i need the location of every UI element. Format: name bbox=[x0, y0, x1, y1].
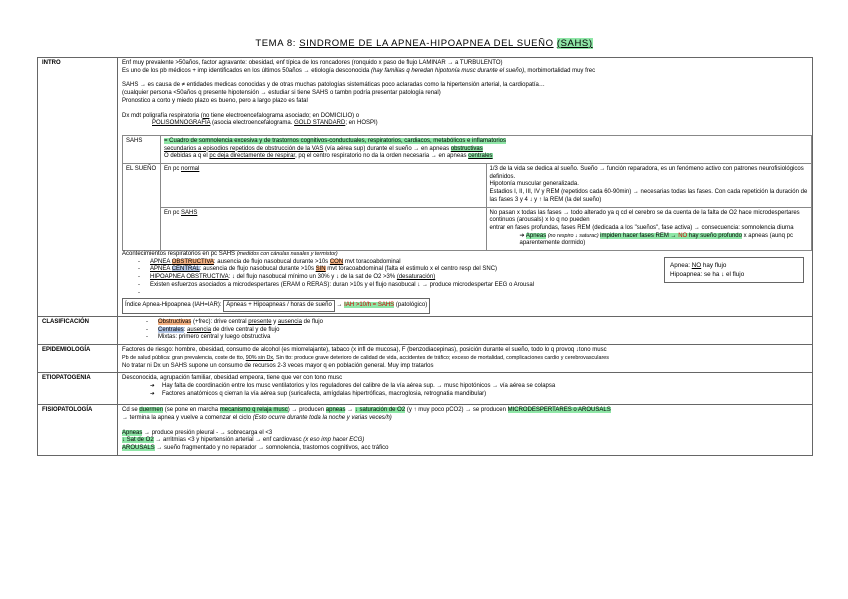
sahs-definition: = Cuadro de somnolencia excesiva y de trastornos cognitivos-conductuales, respiratorios, cardiacos, metabólicos e inflamatorios secundarios a episodios repetidos de obstrucción de la VAS (vía aérea sup) durante el sueño → en apneas obstructivas O debidas a q el pc deja directamente de respirar, pq el centro respiratorio no da la orden necesaria → en apneas centrales bbox=[161, 135, 812, 163]
row-etiopatogenia bbox=[38, 373, 813, 405]
clasificacion-content bbox=[118, 316, 813, 344]
title-prefix: TEMA 8: bbox=[255, 38, 300, 49]
list-item: - Obstructivas (+frec): drive central presente y ausencia de flujo bbox=[158, 319, 808, 327]
row-fisiopatologia bbox=[38, 405, 813, 456]
list-item: ➔ Factores anatómicos q cierran la vía aérea sup (suricafecta, amígdalas hipertróficas, macroglosia, retrognatia mandibular) bbox=[162, 391, 808, 399]
intro-line-6: Dx mdt poligrafía respiratoria (no tiene electroencefalograma asociado; en DOMICILIO) o bbox=[122, 112, 360, 119]
apnea-definition-box: Apnea: NO hay flujo Hipoapnea: se ha ↓ el flujo bbox=[664, 257, 804, 283]
acontecimientos-block: Acontecimientos respiratorios en pc SAHS (medidos con cánulas nasales y termistor) - APNEA OBSTRUCTIVA: ausencia de flujo nasobucal durante >10s CON mvt toracoabdominal - APNEA CENTRAL: ausencia de flujo nasobucal durante >10s SIN mvt toracoabdominal (falta el estimulo x el centro resp del SNC) - HIPOAPNEA OBSTRUCTIVA: ↓ del flujo nasobucal mínimo un 30% y ↓ de la sat de O2 >3% (desaturación) - Existen esfuerzos asociados a microdespertares (ERAM o RERAS): duran >10s y el flujo nasobucal ↓ → produce microdespertar EEG o Arousal - Apnea: NO hay flujo Hipoapnea: se ha ↓ el flujo Índice Apnea-Hipoapnea (IAH=IAR): Apneas + Hipoapneas / horas de sueño → IAH >10/h = SAHS (patológico) bbox=[122, 251, 812, 314]
page-title bbox=[0, 38, 848, 49]
sueno-row-normal bbox=[123, 164, 812, 208]
etiopatogenia-content: Desconocida, agrupación familiar, obesidad empeora, tiene que ver con tono musc ➔ Hay falta de coordinación entre los musc ventilatorios y los reguladores del calibre de la vía aérea sup. → musc hipotónicos → vía aérea se colapsa ➔ Factores anatómicos q cierran la vía aérea sup (suricafecta, amígdalas hipertróficas, macroglosia, retrognatia mandibular) bbox=[118, 373, 813, 405]
list-item: - Existen esfuerzos asociados a microdespertares (ERAM o RERAS): duran >10s y el flujo nasobucal ↓ → produce microdespertar EEG o Arousal bbox=[150, 282, 808, 290]
list-item: - Centrales: ausencia de drive central y de flujo bbox=[158, 327, 808, 335]
title-main: SINDROME DE LA APNEA-HIPOAPNEA DEL SUEÑO bbox=[299, 38, 554, 49]
sahs-row bbox=[123, 135, 812, 163]
pc-normal-label: En pc normal bbox=[161, 164, 487, 208]
pc-normal-content: 1/3 de la vida se dedica al sueño. Sueño → función reparadora, es un fenómeno activo con patrones neurofisiológicos definidos. Hipotonía muscular generalizada. Estadios I, II, III, IV y REM (repetidos cada 60-90min) → necesarias todas las fases. Con cada repetición la duración de las fases 3 y 4 ↓ y ↑ la REM (la del sueño) bbox=[486, 164, 812, 208]
intro-line-3: SAHS → es causa de ≠ entidades medicas conocidas y de otras muchas patologías sistemáticas poco aclaradas como la hipertensión arterial, la cardiopatía… bbox=[122, 82, 545, 89]
sueno-row-sahs bbox=[123, 207, 812, 251]
row-clasificacion bbox=[38, 316, 813, 344]
epidemiologia-content: Factores de riesgo: hombre, obesidad, consumo de alcohol (es miorrelajante), tabaco (x infl de mucosa), F (benzodiacepinas), posición durante el sueño, todo lo q provoq ↓tono musc Pb de salud pública: gran prevalencia, coste de tto, 90% sin Dx, Sin tto: produce grave deterioro de calidad de vida, accidentes de tráfico; exceso de mortalidad, complicaciones cardio y cerebrovasculares No tratar ni Dx un SAHS supone un consumo de recursos 2-3 veces mayor q en población general. Muy imp tratarlos bbox=[118, 345, 813, 373]
pc-sahs-label: En pc SAHS bbox=[161, 207, 487, 251]
intro-line-7: POLISOMNOGRAFIA (asocia electroencefalograma. GOLD STANDARD; en HOSPI) bbox=[152, 120, 378, 127]
intro-line-5: Pronostico a corto y miedo plazo es bueno, pero a largo plazo es fatal bbox=[122, 97, 308, 104]
sahs-subtable bbox=[122, 135, 812, 251]
intro-line-4: (cualquier persona <50años q presente hipotensión → estudiar si tiene SAHS o tambn podría presentar patología renal) bbox=[122, 90, 441, 97]
list-item: - HIPOAPNEA OBSTRUCTIVA: ↓ del flujo nasobucal mínimo un 30% y ↓ de la sat de O2 >3% (desaturación) bbox=[150, 274, 808, 282]
fisiopatologia-content: Cd se duermen (se pone en marcha mecanismo q relaja musc) → producen apneas → ↓ saturación de O2 (y ↑ muy poco pCO2) → se producen MICRODESPERTARES o AROUSALS → termina la apnea y vuelve a comenzar el ciclo (Esto ocurre durante toda la noche y varias veces/h) Apneas → produce presión pleural - → sobrecarga el <3 ↓ Sat de O2 → arritmias <3 y hipertensión arterial → enf cardiovasc (x eso imp hacer ECG) AROUSALS → sueño fragmentado y no reparador → somnolencia, trastornos cognitivos, acc tráfico bbox=[118, 405, 813, 456]
title-abbr: (SAHS) bbox=[556, 38, 593, 49]
intro-line-1: Enf muy prevalente >50años, factor agravante: obesidad, enf típica de los roncadores (ronquido x paso de flujo LAMINAR → a TURBULENTO) bbox=[122, 60, 503, 66]
el-sueno-label: EL SUEÑO bbox=[123, 164, 161, 251]
label-epidemiologia: EPIDEMIOLOGÍA bbox=[38, 345, 118, 373]
list-item: - Mixtas: primero central y luego obstructiva bbox=[158, 334, 808, 342]
list-item: ➔ Hay falta de coordinación entre los musc ventilatorios y los reguladores del calibre de la vía aérea sup. → musc hipotónicos → vía aérea se colapsa bbox=[162, 383, 808, 391]
label-intro: INTRO bbox=[38, 58, 118, 317]
pc-sahs-content: No pasan x todas las fases → todo alterado ya q cd el cerebro se da cuenta de la falta de O2 hace microdespertares continuos (arousals) x lo q no pueden entrar en fases profundas, fases REM (dedicada a los "sueños", fase activa) → consecuencia: somnolencia diurna ➔ Apneas (no respiro ↓ saturac) impiden hacer fases REM → NO hay sueño profundo x apneas (aunq pc aparentemente dormido) bbox=[486, 207, 812, 251]
label-clasificacion: CLASIFICACIÓN bbox=[38, 316, 118, 344]
label-fisiopatologia: FISIOPATOLOGÍA bbox=[38, 405, 118, 456]
list-item: - APNEA CENTRAL: ausencia de flujo nasobucal durante >10s SIN mvt toracoabdominal (falta el estimulo x el centro resp del SNC) bbox=[150, 266, 808, 274]
notes-table bbox=[37, 57, 813, 456]
label-etiopatogenia: ETIOPATOGENIA bbox=[38, 373, 118, 405]
list-item bbox=[150, 290, 808, 298]
indice-line: Índice Apnea-Hipoapnea (IAH=IAR): Apneas + Hipoapneas / horas de sueño → IAH >10/h = SAHS (patológico) bbox=[122, 298, 808, 314]
sahs-label: SAHS bbox=[123, 135, 161, 163]
row-epidemiologia bbox=[38, 345, 813, 373]
row-intro bbox=[38, 58, 813, 317]
list-item: - APNEA OBSTRUCTIVA: ausencia de flujo nasobucal durante >10s CON mvt toracoabdominal bbox=[150, 259, 808, 267]
intro-line-2: Es uno de los pb médicos + imp identificados en los últimos 50años → etiología desconocida (hay familias q heredan hipotonía musc durante el sueño), morbimortalidad muy frec bbox=[122, 67, 596, 74]
intro-content bbox=[118, 58, 813, 317]
